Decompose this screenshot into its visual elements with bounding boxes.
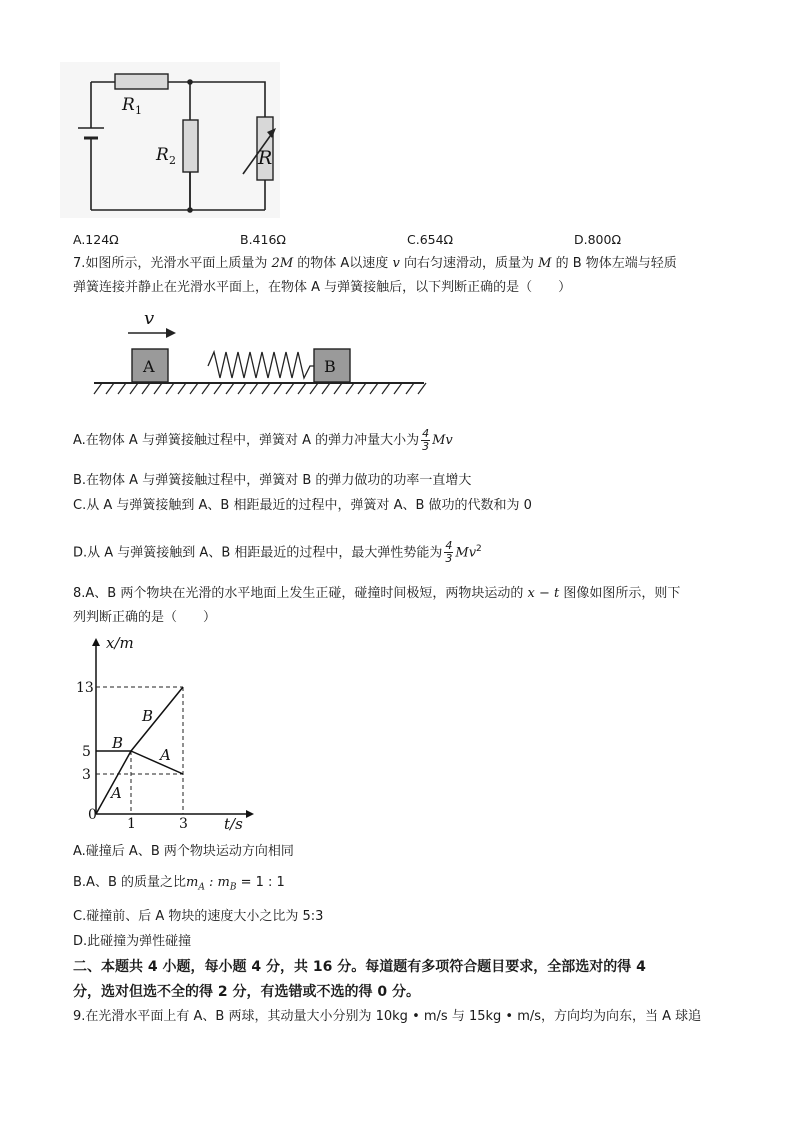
q6-option-d: D.800Ω xyxy=(574,232,622,247)
q8-stem-line2: 列判断正确的是（ ） xyxy=(73,610,217,625)
q7-stem-line2: 弹簧连接并静止在光滑水平面上，在物体 A 与弹簧接触后，以下判断正确的是（ ） xyxy=(73,280,572,295)
svg-text:R: R xyxy=(258,147,273,169)
q7-option-c: C.从 A 与弹簧接触到 A、B 相距最近的过程中，弹簧对 A、B 做功的代数和为 0 xyxy=(73,498,532,513)
spring-block-figure xyxy=(82,306,427,400)
svg-text:B: B xyxy=(324,357,336,376)
svg-text:B: B xyxy=(112,734,124,752)
line-b-after xyxy=(131,687,183,751)
section2-heading-line2: 分，选对但选不全的得 2 分，有选错或不选的得 0 分。 xyxy=(73,984,420,1000)
q8-option-c: C.碰撞前、后 A 物块的速度大小之比为 5:3 xyxy=(73,909,324,924)
svg-text:1: 1 xyxy=(127,816,136,832)
xt-graph xyxy=(76,636,256,836)
line-a-before xyxy=(96,751,131,814)
svg-text:v: v xyxy=(144,308,155,329)
q8-option-b: B.A、B 的质量之比$m_A$ : $m_B = 1$ : 1 xyxy=(73,875,285,893)
svg-text:A: A xyxy=(143,357,155,376)
svg-text:5: 5 xyxy=(82,744,91,760)
q7-option-b: B.在物体 A 与弹簧接触过程中，弹簧对 B 的弹力做功的功率一直增大 xyxy=(73,473,472,488)
r1-resistor xyxy=(115,74,168,89)
q6-option-a: A.124Ω xyxy=(73,232,119,247)
section2-heading-line1: 二、本题共 4 小题，每小题 4 分，共 16 分。每道题有多项符合题目要求，全部选对的得 4 xyxy=(73,959,646,975)
circuit-diagram xyxy=(60,62,280,218)
q8-stem-line1: 8.A、B 两个物块在光滑的水平地面上发生正碰，碰撞时间极短，两物块运动的 x − t 图像如图所示，则下 xyxy=(73,586,681,601)
q6-option-b: B.416Ω xyxy=(240,232,286,247)
svg-text:A: A xyxy=(160,746,171,764)
q7-option-a: A.在物体 A 与弹簧接触过程中，弹簧对 A 的弹力冲量大小为 $\frac{4}{3}$ Mv xyxy=(73,427,453,453)
svg-text:R: R xyxy=(122,95,135,115)
svg-text:A: A xyxy=(111,784,122,802)
q7-stem-line1: 7.如图所示，光滑水平面上质量为 2M 的物体 A以速度 v 向右匀速滑动，质量为 M 的 B 物体左端与轻质 xyxy=(73,256,677,271)
line-a-after xyxy=(131,751,183,774)
svg-text:B: B xyxy=(142,707,154,725)
q6-option-c: C.654Ω xyxy=(407,232,454,247)
svg-text:R: R xyxy=(156,145,169,165)
svg-text:0: 0 xyxy=(88,807,97,823)
q7-option-d: D.从 A 与弹簧接触到 A、B 相距最近的过程中，最大弹性势能为 $\frac{4}{3}$ Mv$^2$ xyxy=(73,539,482,566)
svg-text:x/m: x/m xyxy=(106,636,134,652)
svg-text:13: 13 xyxy=(76,680,94,696)
q8-option-d: D.此碰撞为弹性碰撞 xyxy=(73,934,192,949)
svg-text:t/s: t/s xyxy=(224,815,243,833)
spring xyxy=(208,352,314,378)
r2-resistor xyxy=(183,120,198,172)
q8-option-a: A.碰撞后 A、B 两个物块运动方向相同 xyxy=(73,844,294,859)
svg-text:1: 1 xyxy=(135,104,142,117)
q9-stem-line1: 9.在光滑水平面上有 A、B 两球，其动量大小分别为 10kg • m/s 与 15kg • m/s，方向均为向东，当 A 球追 xyxy=(73,1009,702,1024)
svg-text:3: 3 xyxy=(82,767,91,783)
svg-text:3: 3 xyxy=(179,816,188,832)
svg-text:2: 2 xyxy=(169,154,176,167)
